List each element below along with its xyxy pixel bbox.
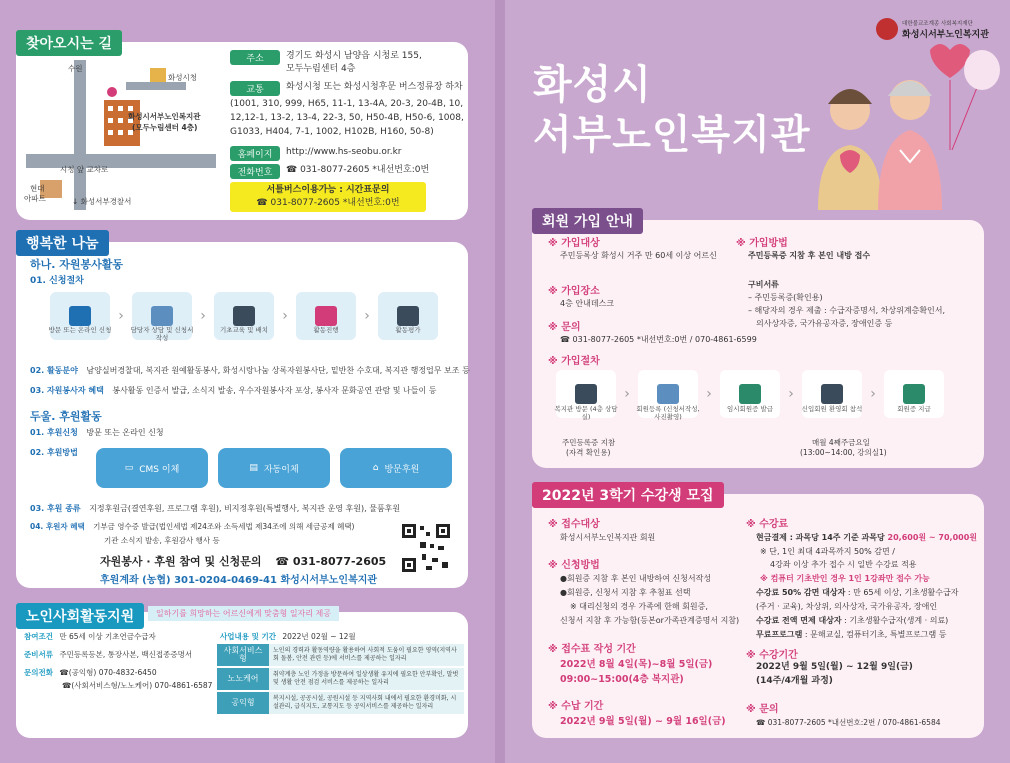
course-fee-3: 4강좌 이상 추가 접수 시 일반 수강료 적용 xyxy=(770,560,917,569)
membership-docs-title: 구비서류 xyxy=(748,280,779,289)
table-row xyxy=(217,691,464,715)
people-icon xyxy=(821,384,843,404)
logo-mark-icon xyxy=(876,18,898,40)
card-icon: ▤ xyxy=(249,463,258,473)
course-method-label: ※ 신청방법 xyxy=(548,560,600,571)
chevron-right-icon: › xyxy=(870,386,876,402)
contact-phone: ☎ 031-8077-2605 xyxy=(275,555,387,568)
auto-transfer-button[interactable] xyxy=(218,448,330,488)
membership-step-label: 임시회원증 발급 xyxy=(726,405,774,413)
membership-inq-text: ☎ 031-8077-2605 *내선번호:0번 / 070-4861-6599 xyxy=(560,335,757,344)
cover-title-line-1: 화성시 xyxy=(533,62,652,108)
docs-label: 준비서류 xyxy=(24,650,53,659)
bus-list-3: G1033, H404, 7-1, 1002, H102B, H160, 50-8) xyxy=(230,127,434,137)
donation-kind-text: 지정후원금(결연후원, 프로그램 후원), 비지정후원(특별행사, 복지관 운영 후원), 물품후원 xyxy=(89,504,401,513)
senior-job-subtitle: 일하기를 희망하는 어르신에게 맞춤형 일자리 제공 xyxy=(148,606,339,621)
member-card-icon xyxy=(903,384,925,404)
map-center-floor: (모두누림센터 4층) xyxy=(132,123,198,132)
chevron-right-icon: › xyxy=(624,386,630,402)
course-ticket-1: 2022년 8월 4일(목)~8월 5일(금) xyxy=(560,659,713,670)
visit-donation-label: 방문후원 xyxy=(384,464,420,475)
chevron-right-icon: › xyxy=(118,308,124,324)
directions-title: 찾아오시는 길 xyxy=(16,30,122,56)
membership-note-2b: (13:00~14:00, 강의실1) xyxy=(800,448,887,457)
page-gutter xyxy=(495,0,505,763)
map-hall-label: 화성시청 xyxy=(168,73,197,82)
map-center-label: 화성시서부노인복지관 xyxy=(128,112,201,121)
course-fee-7 xyxy=(756,614,948,627)
evaluation-icon xyxy=(397,306,419,326)
donation-kind-label: 03. 후원 종류 xyxy=(30,504,81,513)
chevron-right-icon: › xyxy=(788,386,794,402)
course-period-2: (14주/4개월 과정) xyxy=(756,676,833,686)
course-fee-5b: : 만 65세 이상, 기초생활수급자 xyxy=(845,588,959,597)
course-fee-2: ※ 단, 1인 최대 4과목까지 50% 감면 / xyxy=(760,547,895,556)
chevron-right-icon: › xyxy=(282,308,288,324)
period-row xyxy=(220,632,356,642)
qr-code[interactable] xyxy=(400,522,452,574)
donation-method-label: 02. 후원방법 xyxy=(30,448,78,457)
shuttle-title: 서틀버스이용가능 : 시간표문의 xyxy=(266,185,390,195)
inq-label: 문의전화 xyxy=(24,668,53,677)
contact-heading xyxy=(100,553,386,569)
map-apt-label: 현대 xyxy=(30,184,45,193)
membership-note-1b: (자격 확인용) xyxy=(566,448,611,457)
chevron-right-icon: › xyxy=(706,386,712,402)
bus-list-1: (1001, 310, 999, H65, 11-1, 13-4A, 20-3, 20-4B, 10, xyxy=(230,99,464,109)
house-icon: ⌂ xyxy=(372,463,379,473)
period-label: 사업내용 및 기간 xyxy=(220,632,276,641)
donation-benefit-row xyxy=(30,520,354,533)
course-fee-8a: 무료프로그램 xyxy=(756,630,803,639)
donation-heading: 두울. 후원활동 xyxy=(30,410,102,423)
service-table xyxy=(217,644,464,716)
volunteer-benefit-label: 03. 자원봉사자 혜택 xyxy=(30,386,104,395)
course-inq-label: ※ 문의 xyxy=(746,704,779,715)
shuttle-bus-box xyxy=(230,182,426,212)
membership-target-label: ※ 가입대상 xyxy=(548,238,600,249)
course-method-1: ●회원증 지참 후 본인 내방하여 신청서작성 xyxy=(560,574,712,583)
auto-transfer-label: 자동이체 xyxy=(263,464,299,475)
chevron-right-icon: › xyxy=(200,308,206,324)
visit-donation-button[interactable] xyxy=(340,448,452,488)
course-target-text: 화성시서부노인복지관 회원 xyxy=(560,533,656,542)
volunteer-area-text: 남양실버경찰대, 복지관 원예활동봉사, 화성시랑나눔 상록자원봉사단, 밑반찬 수호대, 복지관 행정업무 보조 등 xyxy=(86,366,470,375)
course-method-2: ●회원증, 신청서 지참 후 추첨표 선택 xyxy=(560,588,691,597)
contact-text: 자원봉사 · 후원 참여 및 신청문의 xyxy=(100,555,262,568)
donation-benefit-text: 기부금 영수증 발급(법인세법 제24조와 소득세법 제34조에 의해 세금공제 혜택) xyxy=(93,522,355,531)
course-target-label: ※ 접수대상 xyxy=(548,519,600,530)
inq-row xyxy=(24,668,157,678)
volunteer-step-label: 활동평가 xyxy=(395,326,421,334)
phone-label: 전화번호 xyxy=(230,164,280,179)
volunteer-benefit-row xyxy=(30,384,436,397)
cond-label: 참여조건 xyxy=(24,632,53,641)
document-icon xyxy=(151,306,173,326)
membership-step-label: 신입회원 환영회 참석 xyxy=(801,405,863,413)
chevron-right-icon: › xyxy=(364,308,370,324)
transport-text: 화성시청 또는 화성시청후문 버스정류장 하차 xyxy=(286,82,463,92)
cond-text: 만 65세 이상 기초연금수급자 xyxy=(59,632,156,641)
service-name: 공익형 xyxy=(217,691,269,715)
course-fee-8 xyxy=(756,628,947,641)
course-method-3: ※ 대리신청의 경우 가족에 한해 회원증, xyxy=(570,602,708,611)
course-method-4: 신청서 지참 후 가능함(등본or가족관계증명서 지참) xyxy=(560,616,740,625)
service-desc: 취약계층 노인 가정을 방문하여 일상생활 유지에 필요한 안부확인, 말벗 및 생활 안전 점검 서비스를 제공하는 일자리 xyxy=(269,667,464,691)
course-fee-1a: 현금결제 : 과목당 14주 기준 과목당 xyxy=(756,533,885,542)
cond-row xyxy=(24,632,156,642)
membership-step-label: 회원등록 (신청서작성,사진촬영) xyxy=(636,405,700,421)
shuttle-phone: ☎ 031-8077-2605 *내선번호:0번 xyxy=(256,198,400,208)
volunteer-step-label: 활동진행 xyxy=(313,326,339,334)
course-ticket-label: ※ 접수표 작성 기간 xyxy=(548,644,636,655)
computer-icon xyxy=(69,306,91,326)
service-name: 사회서비스형 xyxy=(217,644,269,667)
elderly-couple-illustration xyxy=(800,40,1000,210)
table-row xyxy=(217,667,464,691)
course-fee-6: (주거 · 교육), 차상위, 의사상자, 국가유공자, 장애인 xyxy=(756,602,938,611)
course-title: 2022년 3학기 수강생 모집 xyxy=(532,482,724,508)
volunteer-benefit-text: 봉사활동 인증서 발급, 소식지 발송, 우수자원봉사자 포상, 봉사자 문화공연 관람 및 나들이 등 xyxy=(112,386,437,395)
course-fee-label: ※ 수강료 xyxy=(746,519,789,530)
inq-text-2: ☎(사회서비스형/노노케어) 070-4861-6587 xyxy=(62,681,213,690)
membership-docs-2: – 해당자의 경우 제출 : 수급자증명서, 차상위계층확인서, xyxy=(748,306,946,315)
docs-text: 주민등록등본, 통장사본, 백신접종증명서 xyxy=(59,650,193,659)
inq-text-1: ☎(공익형) 070-4832-6450 xyxy=(59,668,157,677)
membership-step-label: 회원증 지급 xyxy=(897,405,931,413)
service-desc: 복지시설, 공공시설, 공원시설 등 지역사회 내에서 필요한 환경미화, 시설관리, 급식지도, 교통지도 등 공익서비스를 제공하는 일자리 xyxy=(269,691,464,715)
course-fee-4: ※ 컴퓨터 기초반인 경우 1인 1강좌만 접수 가능 xyxy=(760,574,930,583)
volunteer-area-label: 02. 활동분야 xyxy=(30,366,78,375)
membership-place-text: 4층 안내데스크 xyxy=(560,299,615,308)
address-text: 경기도 화성시 남양읍 시청로 155, xyxy=(286,51,422,61)
volunteer-step-label: 담당자 상담 및 신청서 작성 xyxy=(130,326,194,342)
logo-text: 화성시서부노인복지관 xyxy=(902,29,989,40)
cms-transfer-button[interactable] xyxy=(96,448,208,488)
service-name: 노노케어 xyxy=(217,667,269,691)
wallet-icon: ▭ xyxy=(124,463,134,473)
volunteer-area-row xyxy=(30,364,470,377)
form-icon xyxy=(657,384,679,404)
course-fee-1b: 20,600원 ~ 70,000원 xyxy=(887,533,978,542)
course-fee-7a: 수강료 전액 면제 대상자 xyxy=(756,616,842,625)
map-suwon-label: 수원 xyxy=(68,64,83,73)
donation-apply-row xyxy=(30,426,164,439)
period-text: 2022년 02월 ~ 12월 xyxy=(282,632,356,641)
course-period-label: ※ 수강기간 xyxy=(746,650,798,661)
membership-title: 회원 가입 안내 xyxy=(532,208,643,234)
volunteer-step-label: 기초교육 및 배치 xyxy=(219,326,269,334)
happy-title: 행복한 나눔 xyxy=(16,230,109,256)
cover-title-line-2: 서부노인복지관 xyxy=(533,112,811,158)
training-icon xyxy=(233,306,255,326)
activity-icon xyxy=(315,306,337,326)
senior-job-title: 노인사회활동지원 xyxy=(16,603,144,629)
membership-method-label: ※ 가입방법 xyxy=(736,238,788,249)
membership-proc-label: ※ 가입절차 xyxy=(548,356,600,367)
logo-small-text: 대한불교조계종 사회복지재단 xyxy=(902,20,973,27)
donation-benefit-row-2: 기관 소식지 발송, 후원감사 행사 등 xyxy=(104,536,220,545)
membership-docs-1: – 주민등록증(확인용) xyxy=(748,293,823,302)
membership-note-1a: 주민등록증 지참 xyxy=(562,438,616,447)
volunteer-proc-heading: 01. 신청절차 xyxy=(30,276,84,286)
docs-row xyxy=(24,650,192,660)
course-ticket-2: 09:00~15:00(4층 복지관) xyxy=(560,674,684,685)
volunteer-heading: 하나. 자원봉사활동 xyxy=(30,258,124,271)
donation-benefit-label: 04. 후원자 혜택 xyxy=(30,522,85,531)
account-text: 후원계좌 (농협) 301-0204-0469-41 화성시서부노인복지관 xyxy=(100,575,378,586)
address-text-2: 모두누림센터 4층 xyxy=(286,64,356,74)
building-icon xyxy=(575,384,597,404)
service-desc: 노인의 경력과 활동역량을 활용하여 사회적 도움이 필요한 영역(지역사회 돌봄, 안전 관련 등)에 서비스를 제공하는 일자리 xyxy=(269,644,464,667)
cover-title xyxy=(533,60,810,160)
address-label: 주소 xyxy=(230,50,280,65)
membership-note-2a: 매월 4째주금요일 xyxy=(812,438,870,447)
membership-step-label: 복지관 방문 (4층 상담실) xyxy=(554,405,618,421)
course-pay-label: ※ 수납 기간 xyxy=(548,701,604,712)
donation-apply-text: 방문 또는 온라인 신청 xyxy=(86,428,164,437)
course-fee-7b: : 기초생활수급자(생계 · 의료) xyxy=(841,616,949,625)
homepage-link[interactable]: http://www.hs-seobu.or.kr xyxy=(286,147,402,157)
table-row xyxy=(217,644,464,667)
course-inq-text: ☎ 031-8077-2605 *내선번호:2번 / 070-4861-6584 xyxy=(756,718,941,727)
course-period-1: 2022년 9월 5일(월) ~ 12월 9일(금) xyxy=(756,662,913,672)
membership-docs-3: 의사상자증, 국가유공자증, 장애인증 등 xyxy=(756,319,893,328)
id-card-icon xyxy=(739,384,761,404)
course-fee-5a: 수강료 50% 감면 대상자 xyxy=(756,588,846,597)
course-fee-8b: : 문해교실, 컴퓨터기초, 특별프로그램 등 xyxy=(802,630,947,639)
membership-place-label: ※ 가입장소 xyxy=(548,286,600,297)
donation-apply-label: 01. 후원신청 xyxy=(30,428,78,437)
volunteer-step-label: 방문 또는 온라인 신청 xyxy=(48,326,112,334)
map-crossroad-label: 시청 앞 교차로 xyxy=(60,165,109,174)
membership-method-text: 주민등록증 지참 후 본인 내방 접수 xyxy=(748,251,871,260)
transport-label: 교통 xyxy=(230,81,280,96)
course-fee-1 xyxy=(756,531,977,544)
phone-text: ☎ 031-8077-2605 *내선번호:0번 xyxy=(286,165,430,175)
homepage-label: 홈페이지 xyxy=(230,146,280,161)
donation-kind-row xyxy=(30,502,400,515)
cms-transfer-label: CMS 이체 xyxy=(139,464,180,475)
course-fee-5 xyxy=(756,586,958,599)
membership-target-text: 주민등록상 화성시 거주 만 60세 이상 어르신 xyxy=(560,251,717,260)
map-police-label: ↓ 화성서부경찰서 xyxy=(72,197,132,206)
membership-inq-label: ※ 문의 xyxy=(548,322,581,333)
course-pay-text: 2022년 9월 5일(월) ~ 9월 16일(금) xyxy=(560,716,726,727)
bus-list-2: 12,12-1, 13-2, 13-4, 22-3, 50, H50-4B, H50-6, 1008, xyxy=(230,113,464,123)
map-apt-label2: 아파트 xyxy=(24,194,46,203)
logo xyxy=(876,18,989,40)
